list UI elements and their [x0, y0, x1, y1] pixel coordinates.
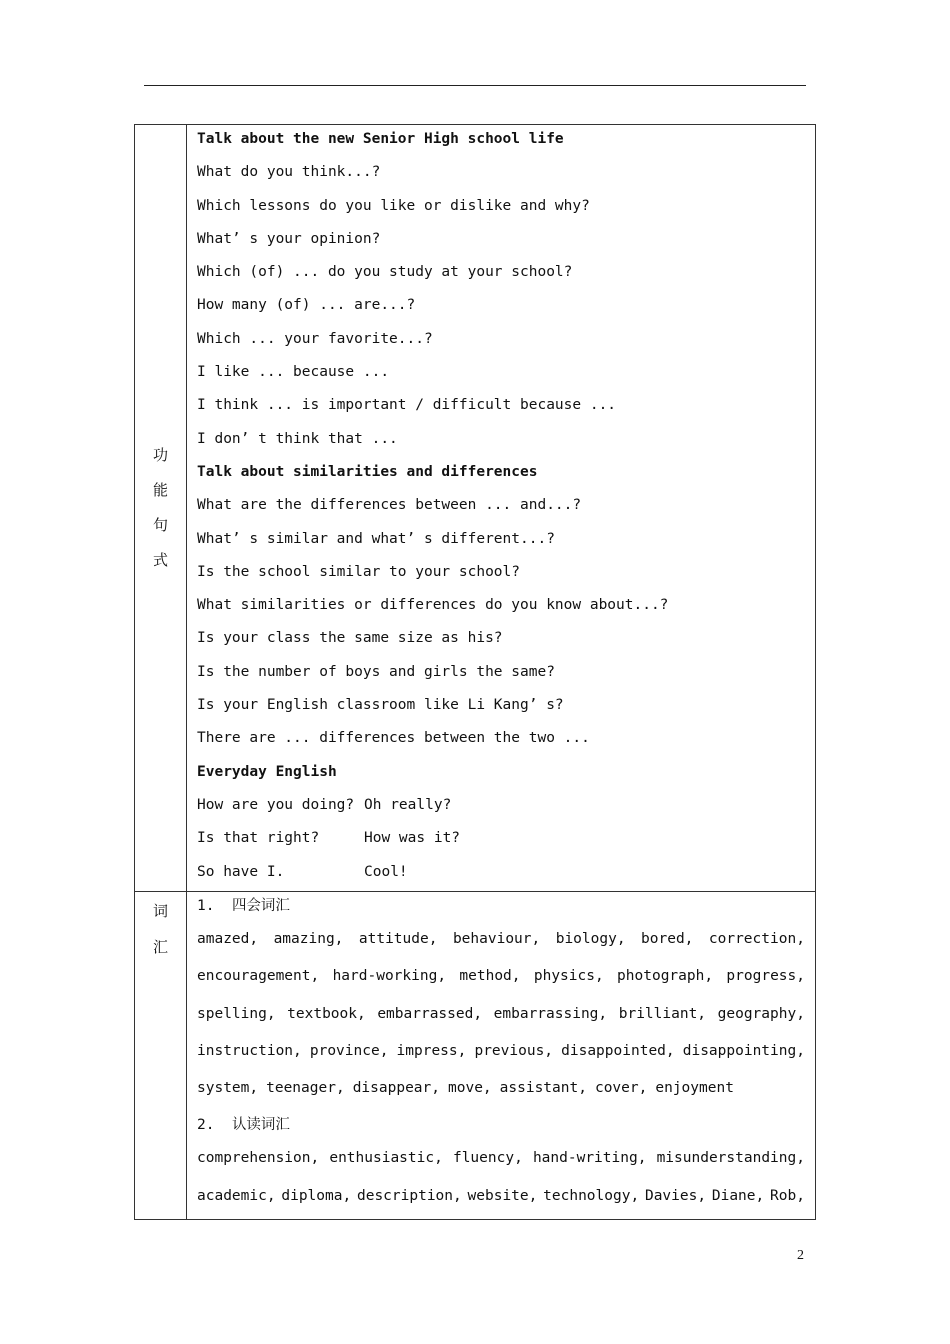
vocab-word: description,	[356, 1187, 462, 1204]
vocab-word-row	[197, 962, 805, 999]
vocab-word: method,	[459, 968, 521, 985]
section-1-title: 四会词汇	[231, 898, 290, 914]
vocab-word: diploma,	[281, 1187, 352, 1204]
vocab-word: behaviour,	[452, 931, 541, 947]
vocab-word-row	[197, 1074, 805, 1111]
vocab-word-row	[197, 1144, 805, 1181]
sentence-pattern: How many (of) ... are...?	[197, 297, 416, 314]
vocab-word: encouragement,	[197, 968, 320, 985]
functional-label	[135, 125, 186, 891]
vocab-label-char: 汇	[152, 938, 168, 956]
header-rule	[144, 85, 806, 86]
vocab-word: assistant,	[499, 1080, 587, 1097]
functional-label-char: 句	[152, 516, 168, 534]
vocab-section-2-words	[197, 1144, 805, 1219]
functional-label-char: 式	[152, 551, 168, 569]
functional-lines	[197, 125, 805, 791]
functional-label-char: 功	[152, 446, 168, 464]
sentence-pattern: Is your class the same size as his?	[197, 630, 503, 647]
everyday-english-row	[197, 858, 805, 891]
vocab-word: academic,	[197, 1187, 276, 1204]
sentence-pattern: I don’ t think that ...	[197, 430, 398, 447]
functional-content-cell	[187, 125, 816, 892]
everyday-expression: Is that right?	[197, 830, 320, 847]
sentence-pattern: Which ... your favorite...?	[197, 330, 433, 347]
vocab-word: enjoyment	[655, 1080, 734, 1097]
vocab-label-cell	[135, 892, 187, 1220]
vocab-word: comprehension,	[197, 1150, 320, 1167]
vocab-word: amazing,	[273, 931, 344, 947]
vocab-label-char: 词	[152, 902, 168, 920]
sentence-pattern: I like ... because ...	[197, 364, 390, 381]
sentence-pattern: Which (of) ... do you study at your school?	[197, 264, 573, 281]
functional-label-cell	[135, 125, 187, 892]
vocab-word: attitude,	[358, 931, 438, 947]
vocab-word: spelling,	[197, 1005, 276, 1022]
vocab-word: hard-working,	[332, 968, 447, 985]
everyday-expression: How was it?	[364, 830, 461, 847]
vocab-word: biology,	[555, 931, 626, 947]
vocab-row	[135, 892, 816, 1220]
vocab-word: disappointed,	[561, 1042, 675, 1059]
vocab-word: cover,	[594, 1080, 648, 1097]
vocab-word: embarrassing,	[493, 1005, 608, 1022]
vocab-word-row	[197, 1037, 805, 1074]
sentence-pattern: What’ s your opinion?	[197, 230, 381, 247]
vocab-word-row	[197, 1000, 805, 1037]
vocab-word: Davies,	[644, 1187, 707, 1204]
vocab-section-2-heading	[197, 1111, 805, 1144]
vocab-word: photograph,	[617, 968, 714, 985]
vocab-word: physics,	[533, 968, 604, 985]
vocab-word: bored,	[641, 931, 694, 947]
sentence-pattern: Is the number of boys and girls the same?	[197, 663, 555, 680]
vocab-word: technology,	[543, 1187, 640, 1204]
sentence-pattern: What’ s similar and what’ s different...?	[197, 530, 555, 547]
everyday-english-pairs	[197, 791, 805, 891]
sentence-pattern: I think ... is important / difficult because ...	[197, 397, 617, 414]
section-2-number: 2.	[197, 1117, 215, 1134]
vocab-word: move,	[448, 1080, 492, 1097]
vocab-word: disappointing,	[682, 1042, 805, 1059]
vocab-word: disappear,	[352, 1080, 440, 1097]
vocab-word: system,	[197, 1080, 259, 1097]
section-heading: Talk about the new Senior High school life	[197, 131, 564, 147]
section-heading: Everyday English	[197, 763, 337, 780]
vocab-section-1-words	[197, 925, 805, 1111]
sentence-pattern: What are the differences between ... and...?	[197, 497, 582, 514]
vocab-word: hand-writing,	[532, 1150, 647, 1167]
vocab-word: correction,	[708, 931, 805, 947]
sentence-pattern: What do you think...?	[197, 164, 381, 181]
section-2-title: 认读词汇	[231, 1117, 290, 1134]
vocab-section-1-heading	[197, 892, 805, 925]
everyday-english-row	[197, 824, 805, 857]
vocab-word: embarrassed,	[377, 1005, 483, 1022]
vocab-word: textbook,	[287, 1005, 366, 1022]
page-number: 2	[797, 1248, 804, 1263]
sentence-pattern: Is your English classroom like Li Kang’ s?	[197, 697, 564, 714]
sentence-pattern: There are ... differences between the two ...	[197, 730, 590, 747]
vocab-word: province,	[309, 1042, 389, 1059]
vocab-label	[135, 892, 186, 965]
vocab-word: fluency,	[452, 1150, 523, 1167]
sentence-pattern: Is the school similar to your school?	[197, 563, 521, 580]
vocab-word: previous,	[474, 1042, 554, 1059]
vocab-word: instruction,	[197, 1042, 302, 1059]
vocab-content-cell	[187, 892, 816, 1220]
sentence-pattern: Which lessons do you like or dislike and why?	[197, 197, 590, 214]
vocab-word-row	[197, 925, 805, 962]
functional-label-char: 能	[152, 481, 168, 499]
vocab-word: geography,	[717, 1005, 805, 1022]
vocab-word: misunderstanding,	[656, 1150, 805, 1167]
vocab-word: impress,	[396, 1042, 467, 1059]
vocab-word-row	[197, 1182, 805, 1219]
vocab-word: Diane,	[711, 1187, 765, 1204]
everyday-english-row	[197, 791, 805, 824]
vocab-word: amazed,	[197, 931, 259, 947]
everyday-expression: How are you doing?	[197, 796, 355, 813]
vocab-word: progress,	[726, 968, 805, 985]
everyday-expression: Oh really?	[364, 796, 452, 813]
section-heading: Talk about similarities and differences	[197, 463, 538, 480]
vocab-word: enthusiastic,	[329, 1150, 443, 1167]
vocab-word: website,	[467, 1187, 538, 1204]
functional-row	[135, 125, 816, 892]
everyday-expression: Cool!	[364, 863, 408, 880]
vocab-word: brilliant,	[618, 1005, 707, 1022]
section-1-number: 1.	[197, 898, 215, 914]
everyday-expression: So have I.	[197, 863, 285, 880]
vocab-word: Rob,	[770, 1187, 805, 1204]
content-table	[134, 124, 816, 1220]
sentence-pattern: What similarities or differences do you know about...?	[197, 597, 669, 614]
vocab-word: teenager,	[266, 1080, 345, 1097]
